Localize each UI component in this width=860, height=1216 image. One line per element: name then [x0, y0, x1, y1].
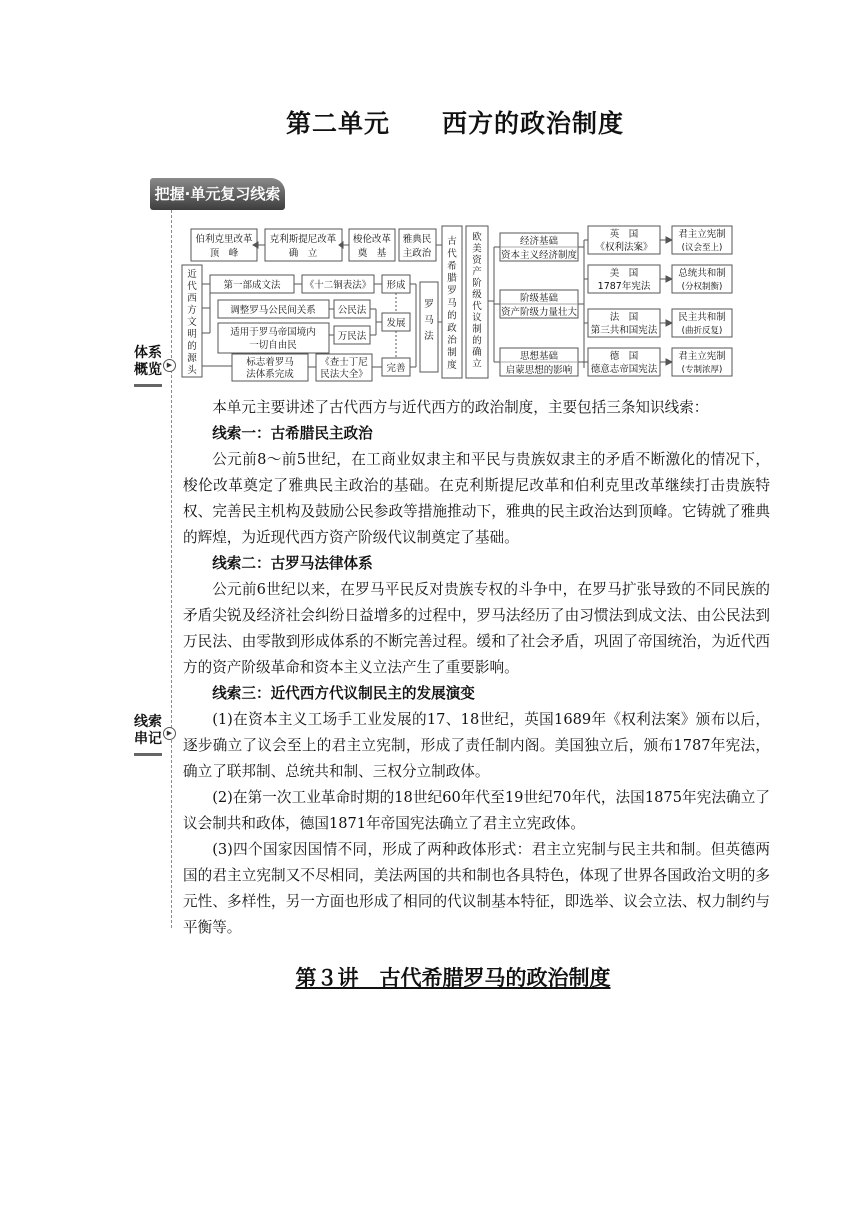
vertical-char: 法 — [424, 331, 434, 342]
vertical-char: 产 — [472, 266, 482, 278]
vertical-char: 立 — [472, 358, 482, 370]
vertical-char: 政 — [447, 322, 457, 334]
vertical-char: 级 — [472, 289, 482, 301]
vertical-char: 确 — [472, 347, 482, 358]
roman-row-left: 法体系完成 — [246, 369, 294, 380]
vertical-char: 明 — [187, 329, 197, 340]
clue2-body: 公元前6世纪以来，在罗马平民反对贵族专权的斗争中，在罗马扩张导致的不同民族的矛盾尖锐及经济社会纠纷日益增多的过程中，罗马法经历了由习惯法到成文法、由公民法到万民法、由零散到形成体系的不断完善过程。缓和了社会矛盾，巩固了帝国统治，为近代西方的资产阶级革命和资本主义立法产生了重要影响。 — [183, 581, 770, 676]
arrow-right-icon: ▶ — [163, 727, 176, 740]
clue1-body: 公元前8～前5世纪，在工商业奴隶主和平民与贵族奴隶主的矛盾不断激化的情况下，梭伦改革奠定了雅典民主政治的基础。在克利斯提尼改革和伯利克里改革继续打击贵族特权、完善民主机构及鼓励公民参政等措施推动下，雅典的民主政治达到顶峰。它铸就了雅典的辉煌，为近现代西方资产阶级代议制奠定了基础。 — [183, 451, 770, 546]
roman-row-mid: 民法大全》 — [320, 369, 368, 380]
arrow-right-icon: ▶ — [163, 359, 176, 372]
side-tab-overview: 体系 概览 — [134, 345, 162, 378]
country-feature: (分权制衡) — [681, 282, 723, 292]
clue3-point2: (2)在第一次工业革命时期的18世纪60年代至19世纪70年代，法国1875年宪法确立了议会制共和政体，德国1871年帝国宪法确立了君主立宪政体。 — [183, 789, 770, 832]
vertical-char: 欧 — [472, 232, 482, 243]
clue2-heading: 线索二：古罗马法律体系 — [212, 555, 373, 572]
modern-label — [472, 231, 482, 370]
vertical-char: 制 — [472, 324, 482, 335]
top-row-text: 伯利克里改革 — [195, 234, 253, 245]
foundation-sub: 资产阶级力量壮大 — [500, 307, 578, 318]
vertical-char: 腊 — [447, 273, 457, 285]
country-law: 1787年宪法 — [597, 281, 651, 292]
vertical-char: 代 — [472, 301, 482, 312]
country-law: 《权利法案》 — [595, 242, 653, 253]
section-banner: 把握·单元复习线索 — [150, 178, 285, 210]
vertical-char: 马 — [424, 315, 434, 326]
country-system: 君主立宪制 — [678, 229, 726, 240]
vertical-char: 的 — [472, 335, 482, 347]
country-name: 法 国 — [609, 312, 639, 323]
clue3-heading: 线索三：近代西方代议制民主的发展演变 — [212, 685, 475, 702]
top-row-text: 雅典民 — [402, 234, 432, 245]
vertical-char: 阶 — [472, 278, 482, 289]
roman-row-mid: 万民法 — [337, 331, 367, 342]
top-row-text: 奠 基 — [357, 248, 387, 259]
vertical-char: 治 — [447, 335, 457, 347]
vertical-char: 代 — [187, 281, 197, 292]
country-feature: (议会至上) — [681, 243, 723, 253]
top-row-text: 梭伦改革 — [352, 234, 392, 245]
country-system: 君主立宪制 — [678, 351, 726, 362]
lesson-title: 第３讲 古代希腊罗马的政治制度 — [295, 965, 611, 990]
roman-row-left: 适用于罗马帝国境内 — [230, 327, 316, 338]
unit-title: 第二单元 西方的政治制度 — [285, 109, 624, 138]
top-row-text: 主政治 — [402, 248, 432, 259]
roman-row-mid: 《查士丁尼 — [320, 357, 368, 368]
country-system: 总统共和制 — [678, 268, 726, 279]
box-roman-law — [420, 282, 438, 372]
vertical-char: 罗 — [424, 299, 434, 310]
clue1-heading: 线索一：古希腊民主政治 — [212, 425, 373, 442]
vertical-char: 代 — [447, 248, 457, 260]
clue3-point3: (3)四个国家因国情不同，形成了两种政体形式：君主立宪制与民主共和制。但英德两国的君主立宪制又不尽相同，美法两国的共和制也各具特色，体现了世界各国政治文明的多元性、多样性，另一方面也形成了相同的代议制基本特征，即选举、议会立法、权力制约与平衡等。 — [183, 841, 770, 936]
roman-row-left: 第一部成文法 — [223, 280, 281, 291]
vertical-char: 近 — [187, 269, 197, 280]
roman-row-mid: 公民法 — [337, 305, 367, 316]
greek-roman-label — [447, 235, 457, 371]
source-label — [187, 269, 197, 376]
country-name: 美 国 — [609, 268, 639, 279]
country-system: 民主共和制 — [678, 312, 726, 323]
country-law: 第三共和国宪法 — [590, 325, 658, 336]
roman-stage: 完善 — [386, 363, 406, 374]
vertical-char: 头 — [187, 365, 197, 376]
clue3-point1: (1)在资本主义工场手工业发展的17、18世纪，英国1689年《权利法案》颁布以后，逐步确立了议会至上的君主立宪制，形成了责任制内阁。美国独立后，颁布1787年宪法，确立了联邦制、总统共和制、三权分立制政体。 — [183, 711, 770, 780]
country-feature: (专制浓厚) — [681, 365, 723, 375]
roman-stage: 发展 — [386, 318, 406, 329]
knowledge-diagram — [0, 0, 860, 400]
foundation-title: 阶级基础 — [519, 293, 559, 304]
country-name: 英 国 — [609, 229, 639, 240]
vertical-char: 古 — [447, 236, 457, 247]
vertical-char: 的 — [187, 341, 197, 352]
vertical-char: 议 — [472, 312, 482, 324]
foundation-sub: 启蒙思想的影响 — [505, 365, 573, 376]
vertical-char: 制 — [447, 347, 457, 359]
vertical-char: 马 — [447, 298, 457, 309]
foundation-sub: 资本主义经济制度 — [500, 250, 578, 261]
roman-row-left: 标志着罗马 — [246, 357, 294, 368]
top-row-text: 克利斯提尼改革 — [269, 234, 337, 245]
country-name: 德 国 — [609, 351, 639, 362]
country-feature: (曲折反复) — [681, 326, 723, 336]
vertical-char: 的 — [447, 310, 457, 322]
vertical-char: 资 — [472, 255, 482, 266]
intro-paragraph: 本单元主要讲述了古代西方与近代西方的政治制度，主要包括三条知识线索： — [212, 399, 709, 416]
roman-stage: 形成 — [386, 280, 406, 291]
roman-row-mid: 《十二铜表法》 — [304, 280, 372, 291]
vertical-char: 方 — [187, 305, 197, 316]
roman-law-label — [424, 299, 434, 342]
vertical-char: 度 — [447, 360, 457, 371]
vertical-char: 文 — [187, 317, 197, 328]
vertical-char: 罗 — [447, 285, 457, 297]
vertical-char: 源 — [187, 353, 197, 364]
country-law: 德意志帝国宪法 — [590, 364, 658, 375]
vertical-char: 西 — [187, 293, 197, 304]
side-tab-clues-bar — [134, 753, 162, 756]
vertical-char: 希 — [447, 260, 457, 272]
foundation-title: 思想基础 — [519, 351, 559, 362]
vertical-char: 美 — [472, 243, 482, 255]
top-row-text: 顶 峰 — [209, 248, 239, 259]
top-row-text: 确 立 — [288, 248, 318, 259]
roman-row-left: 一切自由民 — [249, 340, 297, 351]
roman-row-left: 调整罗马公民间关系 — [230, 305, 316, 316]
foundation-title: 经济基础 — [519, 236, 559, 247]
side-tab-clues: 线索 串记 — [134, 714, 162, 747]
